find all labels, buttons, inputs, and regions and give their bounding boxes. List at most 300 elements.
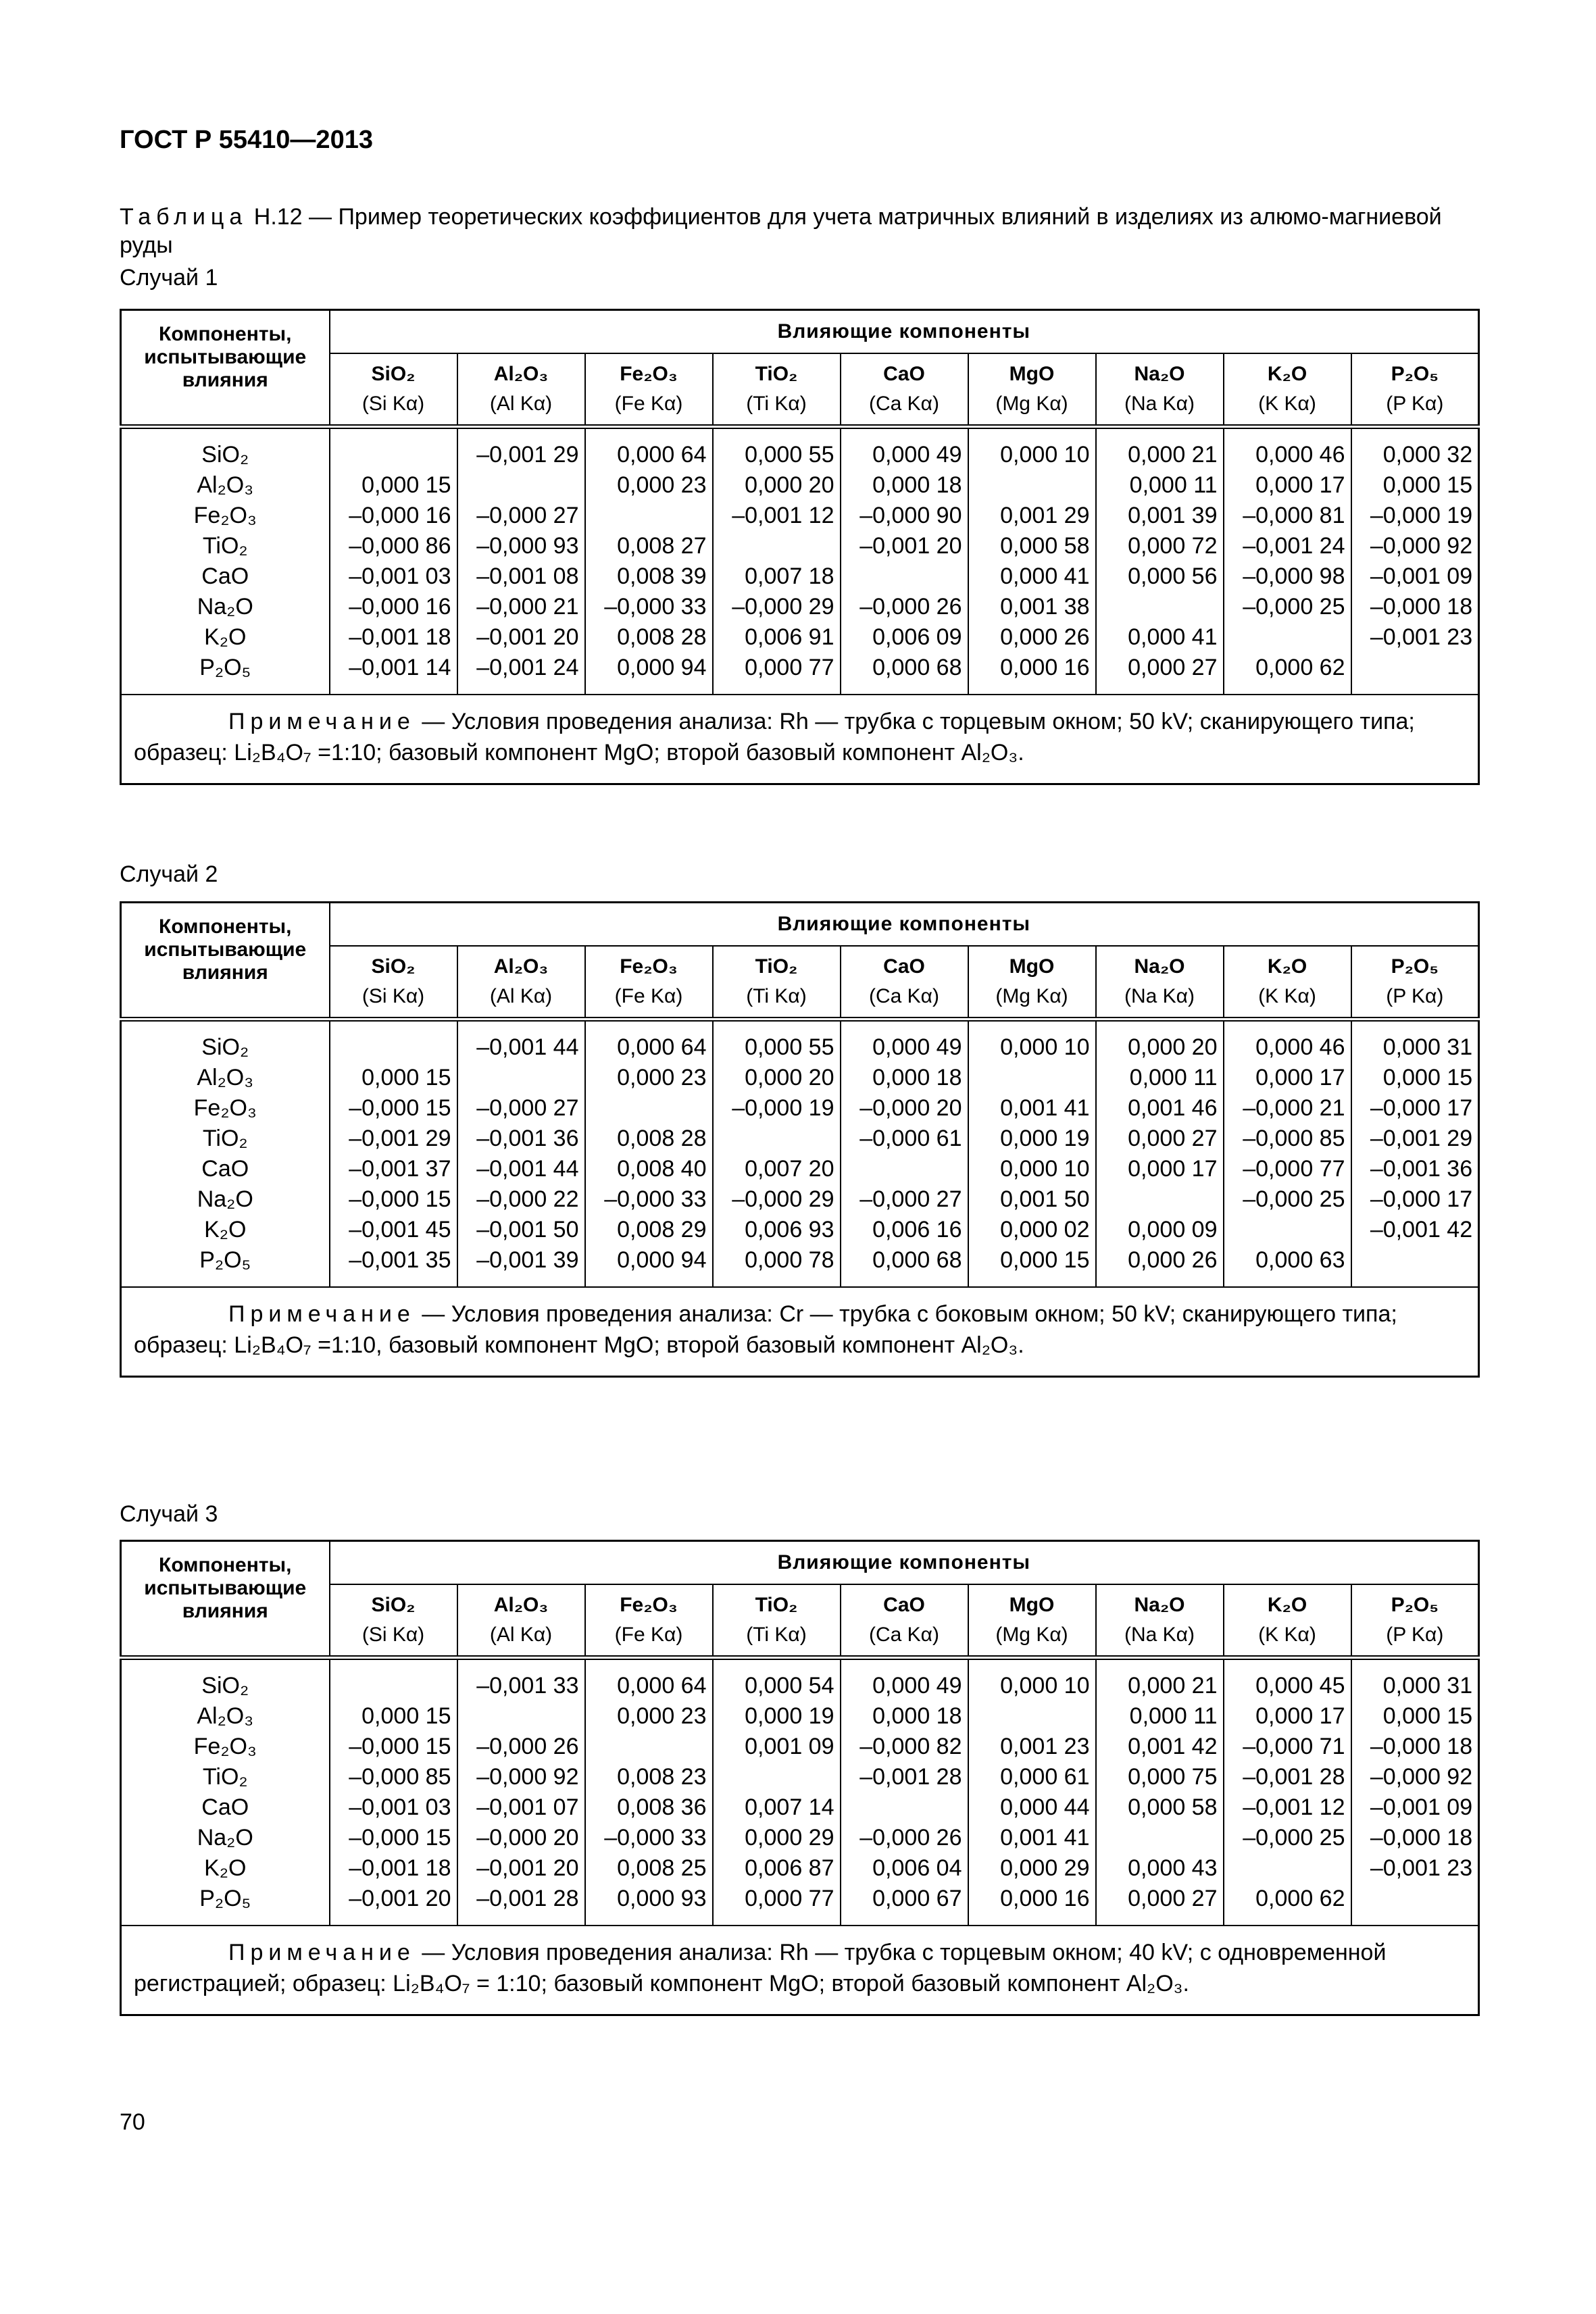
coefficient-cell: –0,001 50 — [457, 1215, 585, 1245]
row-label: Fe₂O₃ — [121, 501, 330, 531]
coefficient-cell: 0,000 41 — [1096, 622, 1224, 653]
table-row — [121, 1884, 1479, 1914]
column-symbol: Fe₂O₃ — [620, 1594, 678, 1616]
coefficient-cell: 0,000 44 — [968, 1792, 1096, 1823]
coefficient-cell: 0,006 87 — [713, 1853, 841, 1884]
coefficient-cell: 0,000 64 — [585, 1032, 713, 1063]
row-label: Na₂O — [121, 592, 330, 622]
coefficient-cell: 0,000 29 — [713, 1823, 841, 1853]
coefficient-cell: –0,001 03 — [330, 1792, 457, 1823]
column-header — [1351, 1584, 1479, 1658]
table-row — [121, 1245, 1479, 1276]
column-symbol: P₂O₅ — [1391, 955, 1439, 978]
coefficient-cell: 0,000 62 — [1224, 1884, 1351, 1914]
coefficient-cell: 0,000 26 — [1096, 1245, 1224, 1276]
coefficient-cell: 0,000 58 — [968, 531, 1096, 561]
coefficient-cell: –0,000 61 — [841, 1124, 968, 1154]
coefficient-cell: 0,000 11 — [1096, 470, 1224, 501]
coefficient-cell: 0,001 23 — [968, 1732, 1096, 1762]
table — [120, 309, 1480, 785]
coefficient-cell: –0,000 20 — [457, 1823, 585, 1853]
column-symbol: SiO₂ — [371, 363, 416, 385]
coefficient-cell: –0,000 22 — [457, 1184, 585, 1215]
coefficient-cell: –0,001 44 — [457, 1032, 585, 1063]
coefficient-cell: 0,008 28 — [585, 1124, 713, 1154]
coefficient-cell — [841, 1154, 968, 1184]
note-prefix: Примечание — [228, 1301, 416, 1327]
coefficient-table-2 — [120, 901, 1478, 1378]
coefficient-cell: 0,008 25 — [585, 1853, 713, 1884]
note — [121, 1926, 1479, 2015]
coefficient-cell: 0,000 49 — [841, 1671, 968, 1701]
coefficient-cell: 0,000 94 — [585, 653, 713, 683]
column-header — [1096, 1584, 1224, 1658]
coefficient-cell: 0,006 16 — [841, 1215, 968, 1245]
coefficient-cell: 0,000 17 — [1224, 1701, 1351, 1732]
coefficient-cell: 0,000 23 — [585, 470, 713, 501]
coefficient-cell: –0,001 28 — [1224, 1762, 1351, 1792]
row-label: P₂O₅ — [121, 1245, 330, 1276]
coefficient-cell — [457, 470, 585, 501]
column-line: (Mg Kα) — [995, 393, 1068, 415]
column-line: (Na Kα) — [1124, 985, 1195, 1007]
coefficient-cell — [1351, 1245, 1479, 1276]
column-symbol: K₂O — [1267, 955, 1307, 978]
coefficient-cell: 0,000 32 — [1351, 440, 1479, 470]
row-label: TiO₂ — [121, 1124, 330, 1154]
coefficient-cell: –0,001 09 — [1351, 561, 1479, 592]
coefficient-cell: 0,000 15 — [1351, 1063, 1479, 1093]
coefficient-cell: 0,000 77 — [713, 1884, 841, 1914]
coefficient-cell: 0,000 58 — [1096, 1792, 1224, 1823]
coefficient-cell: 0,007 18 — [713, 561, 841, 592]
coefficient-cell: –0,000 27 — [457, 1093, 585, 1124]
column-header — [330, 353, 457, 427]
column-header — [1351, 353, 1479, 427]
coefficient-cell: 0,001 46 — [1096, 1093, 1224, 1124]
header-row — [121, 310, 1479, 354]
column-symbol: K₂O — [1267, 363, 1307, 385]
coefficient-cell: –0,000 82 — [841, 1732, 968, 1762]
coefficient-cell: –0,000 18 — [1351, 1823, 1479, 1853]
coefficient-cell — [1224, 622, 1351, 653]
coefficient-cell: –0,001 24 — [1224, 531, 1351, 561]
coefficient-cell: –0,000 85 — [330, 1762, 457, 1792]
table-row — [121, 1823, 1479, 1853]
coefficient-cell: 0,001 09 — [713, 1732, 841, 1762]
coefficient-cell: –0,000 77 — [1224, 1154, 1351, 1184]
coefficient-cell: 0,006 04 — [841, 1853, 968, 1884]
coefficient-cell: 0,000 11 — [1096, 1701, 1224, 1732]
coefficient-cell: –0,001 03 — [330, 561, 457, 592]
coefficient-cell: 0,000 67 — [841, 1884, 968, 1914]
coefficient-cell: 0,000 78 — [713, 1245, 841, 1276]
column-symbol: Fe₂O₃ — [620, 363, 678, 385]
table-row — [121, 440, 1479, 470]
coefficient-cell: 0,000 27 — [1096, 1884, 1224, 1914]
note-row — [121, 1926, 1479, 2015]
coefficient-cell: –0,000 15 — [330, 1732, 457, 1762]
coefficient-cell: –0,000 33 — [585, 592, 713, 622]
coefficient-cell: 0,000 46 — [1224, 1032, 1351, 1063]
coefficient-cell: –0,000 16 — [330, 592, 457, 622]
row-header: Компоненты, испытывающие влияния — [121, 903, 330, 1020]
document-header: ГОСТ Р 55410—2013 — [120, 126, 373, 154]
row-label: Fe₂O₃ — [121, 1093, 330, 1124]
coefficient-cell: –0,001 36 — [1351, 1154, 1479, 1184]
coefficient-cell: 0,000 63 — [1224, 1245, 1351, 1276]
coefficient-cell: –0,000 19 — [713, 1093, 841, 1124]
column-symbol: Al₂O₃ — [493, 363, 549, 385]
column-symbol: MgO — [1009, 955, 1055, 978]
coefficient-cell: –0,000 16 — [330, 501, 457, 531]
page-number: 70 — [120, 2109, 145, 2135]
coefficient-cell: –0,001 23 — [1351, 622, 1479, 653]
note-text: — Условия проведения анализа: Cr — трубка с боковым окном; 50 kV; сканирующего типа; образец: Li₂B₄O₇ =1:10, базовый компонент MgO; второй базовый компонент Al₂O₃. — [134, 1301, 1397, 1358]
column-header — [1224, 1584, 1351, 1658]
coefficient-cell: –0,000 86 — [330, 531, 457, 561]
coefficient-cell: –0,000 15 — [330, 1184, 457, 1215]
coefficient-cell — [713, 1124, 841, 1154]
column-symbol: P₂O₅ — [1391, 1594, 1439, 1616]
coefficient-cell: 0,000 11 — [1096, 1063, 1224, 1093]
coefficient-cell: –0,000 98 — [1224, 561, 1351, 592]
column-symbol: SiO₂ — [371, 1594, 416, 1616]
column-line: (Si Kα) — [361, 1624, 425, 1646]
coefficient-cell: –0,001 12 — [713, 501, 841, 531]
row-label: P₂O₅ — [121, 653, 330, 683]
coefficient-cell: 0,000 49 — [841, 440, 968, 470]
column-header — [457, 353, 585, 427]
coefficient-cell: –0,000 25 — [1224, 592, 1351, 622]
column-header — [1351, 946, 1479, 1020]
coefficient-cell: –0,001 29 — [457, 440, 585, 470]
column-header — [330, 946, 457, 1020]
coefficient-cell — [968, 1063, 1096, 1093]
column-symbol: Al₂O₃ — [493, 1594, 549, 1616]
column-header — [1096, 353, 1224, 427]
coefficient-cell: –0,001 18 — [330, 622, 457, 653]
table-row — [121, 1792, 1479, 1823]
note-text: — Условия проведения анализа: Rh — трубка с торцевым окном; 50 kV; сканирующего типа; образец: Li₂B₄O₇ =1:10; базовый компонент MgO; второй базовый компонент Al₂O₃. — [134, 709, 1415, 765]
column-header — [968, 353, 1096, 427]
coefficient-cell — [713, 1762, 841, 1792]
coefficient-cell: 0,008 23 — [585, 1762, 713, 1792]
column-header — [457, 946, 585, 1020]
coefficient-cell: 0,000 18 — [841, 470, 968, 501]
coefficient-cell — [330, 1671, 457, 1701]
coefficient-cell — [1351, 1884, 1479, 1914]
column-line: (Ca Kα) — [868, 985, 940, 1007]
column-line: (K Kα) — [1258, 985, 1316, 1007]
column-symbol: CaO — [883, 363, 925, 385]
coefficient-cell — [968, 470, 1096, 501]
coefficient-cell: 0,000 19 — [713, 1701, 841, 1732]
coefficient-cell: 0,000 31 — [1351, 1671, 1479, 1701]
table-row — [121, 622, 1479, 653]
column-line: (Al Kα) — [489, 393, 553, 415]
coefficient-cell: 0,001 41 — [968, 1093, 1096, 1124]
coefficient-cell: 0,000 20 — [713, 470, 841, 501]
row-label: Na₂O — [121, 1823, 330, 1853]
coefficient-cell: 0,006 93 — [713, 1215, 841, 1245]
coefficient-cell — [585, 501, 713, 531]
coefficient-cell: 0,001 29 — [968, 501, 1096, 531]
note — [121, 1287, 1479, 1377]
table-row — [121, 1063, 1479, 1093]
coefficient-cell: 0,000 45 — [1224, 1671, 1351, 1701]
coefficient-cell: –0,001 33 — [457, 1671, 585, 1701]
coefficient-cell: –0,000 17 — [1351, 1093, 1479, 1124]
coefficient-cell: –0,000 93 — [457, 531, 585, 561]
column-line: (Ti Kα) — [746, 985, 807, 1007]
coefficient-cell — [1096, 1184, 1224, 1215]
coefficient-cell: 0,008 28 — [585, 622, 713, 653]
coefficient-cell: 0,000 19 — [968, 1124, 1096, 1154]
coefficient-cell — [1224, 1215, 1351, 1245]
coefficient-cell: 0,000 20 — [1096, 1032, 1224, 1063]
coefficient-cell: 0,000 43 — [1096, 1853, 1224, 1884]
row-label: TiO₂ — [121, 1762, 330, 1792]
column-symbol: Na₂O — [1134, 1594, 1185, 1616]
coefficient-cell: 0,000 17 — [1224, 1063, 1351, 1093]
coefficient-cell: 0,000 68 — [841, 653, 968, 683]
column-header — [713, 353, 841, 427]
coefficient-cell: 0,001 50 — [968, 1184, 1096, 1215]
column-line: (Al Kα) — [489, 1624, 553, 1646]
coefficient-cell: 0,000 94 — [585, 1245, 713, 1276]
header-row — [121, 1541, 1479, 1585]
column-symbol: P₂O₅ — [1391, 363, 1439, 385]
coefficient-cell: –0,000 81 — [1224, 501, 1351, 531]
coefficient-cell: 0,006 09 — [841, 622, 968, 653]
coefficient-cell: –0,001 39 — [457, 1245, 585, 1276]
coefficient-cell: 0,000 77 — [713, 653, 841, 683]
coefficient-cell: 0,000 55 — [713, 440, 841, 470]
coefficient-cell — [330, 1032, 457, 1063]
column-header — [1224, 946, 1351, 1020]
coefficient-cell: 0,001 41 — [968, 1823, 1096, 1853]
column-symbol: Na₂O — [1134, 363, 1185, 385]
note-row — [121, 1287, 1479, 1377]
note-prefix: Примечание — [228, 709, 416, 734]
row-label: Al₂O₃ — [121, 1063, 330, 1093]
caption-prefix: Таблица — [120, 204, 248, 230]
coefficient-cell — [1224, 1853, 1351, 1884]
row-label: K₂O — [121, 622, 330, 653]
table-row — [121, 561, 1479, 592]
coefficient-cell: 0,000 68 — [841, 1245, 968, 1276]
caption-text: Н.12 — Пример теоретических коэффициентов для учета матричных влияний в изделиях из алюмо-магниевой руды — [120, 204, 1442, 258]
coefficient-cell: 0,000 27 — [1096, 1124, 1224, 1154]
coefficient-cell — [1351, 653, 1479, 683]
coefficient-cell: 0,000 15 — [330, 1063, 457, 1093]
coefficient-cell: 0,000 29 — [968, 1853, 1096, 1884]
coefficient-cell: –0,000 90 — [841, 501, 968, 531]
coefficient-cell: 0,000 27 — [1096, 653, 1224, 683]
table-row — [121, 1032, 1479, 1063]
coefficient-cell — [585, 1093, 713, 1124]
column-line: (Ti Kα) — [746, 1624, 807, 1646]
table-row — [121, 1701, 1479, 1732]
table-row — [121, 1853, 1479, 1884]
column-header — [1224, 353, 1351, 427]
column-symbol: MgO — [1009, 363, 1055, 385]
coefficient-cell: –0,000 92 — [1351, 531, 1479, 561]
coefficient-cell: –0,001 20 — [457, 1853, 585, 1884]
column-symbol: TiO₂ — [755, 1594, 798, 1616]
coefficient-cell: 0,001 38 — [968, 592, 1096, 622]
coefficient-cell: –0,001 29 — [1351, 1124, 1479, 1154]
column-symbol: CaO — [883, 1594, 925, 1616]
coefficient-cell: 0,008 36 — [585, 1792, 713, 1823]
coefficient-cell: –0,001 09 — [1351, 1792, 1479, 1823]
coefficient-cell: –0,001 20 — [841, 531, 968, 561]
table-row — [121, 1671, 1479, 1701]
coefficient-cell: 0,000 21 — [1096, 440, 1224, 470]
column-symbol: K₂O — [1267, 1594, 1307, 1616]
column-line: (K Kα) — [1258, 393, 1316, 415]
table-row — [121, 653, 1479, 683]
coefficient-cell: 0,000 17 — [1096, 1154, 1224, 1184]
coefficient-cell: –0,001 42 — [1351, 1215, 1479, 1245]
coefficient-cell: –0,000 26 — [841, 1823, 968, 1853]
note — [121, 695, 1479, 784]
coefficient-cell: –0,001 44 — [457, 1154, 585, 1184]
column-header — [841, 353, 968, 427]
group-header: Влияющие компоненты — [330, 903, 1479, 947]
coefficient-cell: 0,000 09 — [1096, 1215, 1224, 1245]
row-label: Al₂O₃ — [121, 470, 330, 501]
row-label: P₂O₅ — [121, 1884, 330, 1914]
coefficient-cell: 0,000 46 — [1224, 440, 1351, 470]
coefficient-cell: 0,000 64 — [585, 1671, 713, 1701]
column-symbol: Na₂O — [1134, 955, 1185, 978]
coefficient-cell: 0,000 23 — [585, 1701, 713, 1732]
coefficient-cell: –0,000 18 — [1351, 1732, 1479, 1762]
coefficient-cell: 0,000 75 — [1096, 1762, 1224, 1792]
row-label: SiO₂ — [121, 1032, 330, 1063]
coefficient-cell: 0,000 10 — [968, 1154, 1096, 1184]
coefficient-cell: –0,000 25 — [1224, 1823, 1351, 1853]
coefficient-cell — [457, 1701, 585, 1732]
column-line: (Na Kα) — [1124, 393, 1195, 415]
row-label: TiO₂ — [121, 531, 330, 561]
coefficient-cell: 0,000 10 — [968, 440, 1096, 470]
coefficient-cell: 0,008 39 — [585, 561, 713, 592]
column-line: (P Kα) — [1386, 393, 1444, 415]
column-line: (Si Kα) — [361, 393, 425, 415]
coefficient-cell: 0,008 40 — [585, 1154, 713, 1184]
coefficient-cell: –0,001 29 — [330, 1124, 457, 1154]
column-line: (P Kα) — [1386, 985, 1444, 1007]
coefficient-cell — [585, 1732, 713, 1762]
table-row — [121, 1184, 1479, 1215]
coefficient-cell: –0,000 92 — [1351, 1762, 1479, 1792]
column-line: (Mg Kα) — [995, 1624, 1068, 1646]
coefficient-cell: 0,000 31 — [1351, 1032, 1479, 1063]
row-label: CaO — [121, 1792, 330, 1823]
coefficient-cell: –0,000 27 — [841, 1184, 968, 1215]
coefficient-cell — [968, 1701, 1096, 1732]
row-label: Al₂O₃ — [121, 1701, 330, 1732]
coefficient-table-3 — [120, 1540, 1478, 2016]
row-label: K₂O — [121, 1215, 330, 1245]
coefficient-cell: 0,000 62 — [1224, 653, 1351, 683]
coefficient-cell: 0,000 72 — [1096, 531, 1224, 561]
coefficient-cell: 0,000 16 — [968, 653, 1096, 683]
coefficient-cell: –0,001 35 — [330, 1245, 457, 1276]
note-text: — Условия проведения анализа: Rh — трубка с торцевым окном; 40 kV; с одновременной регистрацией; образец: Li₂B₄O₇ = 1:10; базовый компонент MgO; второй базовый компонент Al₂O₃. — [134, 1940, 1387, 1996]
column-header — [585, 1584, 713, 1658]
coefficient-cell: –0,001 20 — [457, 622, 585, 653]
row-header: Компоненты, испытывающие влияния — [121, 1541, 330, 1658]
column-line: (P Kα) — [1386, 1624, 1444, 1646]
case-label-3: Случай 3 — [120, 1501, 218, 1527]
coefficient-cell: 0,008 29 — [585, 1215, 713, 1245]
row-label: CaO — [121, 561, 330, 592]
coefficient-cell: –0,001 23 — [1351, 1853, 1479, 1884]
table-row — [121, 531, 1479, 561]
coefficient-cell: –0,000 17 — [1351, 1184, 1479, 1215]
row-label: K₂O — [121, 1853, 330, 1884]
coefficient-cell: –0,001 28 — [841, 1762, 968, 1792]
coefficient-cell — [1096, 1823, 1224, 1853]
column-line: (Fe Kα) — [614, 393, 683, 415]
table-row — [121, 1762, 1479, 1792]
row-header: Компоненты, испытывающие влияния — [121, 310, 330, 427]
column-header — [585, 946, 713, 1020]
coefficient-cell: –0,000 27 — [457, 501, 585, 531]
coefficient-cell: –0,000 29 — [713, 1184, 841, 1215]
column-header — [968, 1584, 1096, 1658]
coefficient-cell: 0,000 02 — [968, 1215, 1096, 1245]
row-label: Fe₂O₃ — [121, 1732, 330, 1762]
coefficient-cell: –0,001 37 — [330, 1154, 457, 1184]
row-label: Na₂O — [121, 1184, 330, 1215]
table-row — [121, 1093, 1479, 1124]
coefficient-cell: 0,000 41 — [968, 561, 1096, 592]
column-line: (Ca Kα) — [868, 1624, 940, 1646]
coefficient-cell: 0,001 39 — [1096, 501, 1224, 531]
coefficient-cell: 0,000 10 — [968, 1032, 1096, 1063]
coefficient-cell: –0,001 07 — [457, 1792, 585, 1823]
column-header — [1096, 946, 1224, 1020]
coefficient-cell: –0,001 14 — [330, 653, 457, 683]
row-label: SiO₂ — [121, 1671, 330, 1701]
column-header — [585, 353, 713, 427]
column-header — [841, 946, 968, 1020]
coefficient-cell: 0,000 54 — [713, 1671, 841, 1701]
coefficient-cell: –0,000 33 — [585, 1184, 713, 1215]
table-row — [121, 1215, 1479, 1245]
coefficient-cell: 0,000 93 — [585, 1884, 713, 1914]
table-row — [121, 1154, 1479, 1184]
coefficient-cell — [841, 1792, 968, 1823]
column-symbol: TiO₂ — [755, 363, 798, 385]
table-row — [121, 592, 1479, 622]
coefficient-cell: 0,000 15 — [1351, 470, 1479, 501]
column-header — [713, 1584, 841, 1658]
column-symbol: Fe₂O₃ — [620, 955, 678, 978]
coefficient-cell — [1096, 592, 1224, 622]
coefficient-cell: –0,000 26 — [457, 1732, 585, 1762]
coefficient-cell: 0,000 26 — [968, 622, 1096, 653]
coefficient-cell: –0,001 24 — [457, 653, 585, 683]
table — [120, 901, 1480, 1378]
coefficient-cell — [713, 531, 841, 561]
coefficient-cell: –0,000 25 — [1224, 1184, 1351, 1215]
